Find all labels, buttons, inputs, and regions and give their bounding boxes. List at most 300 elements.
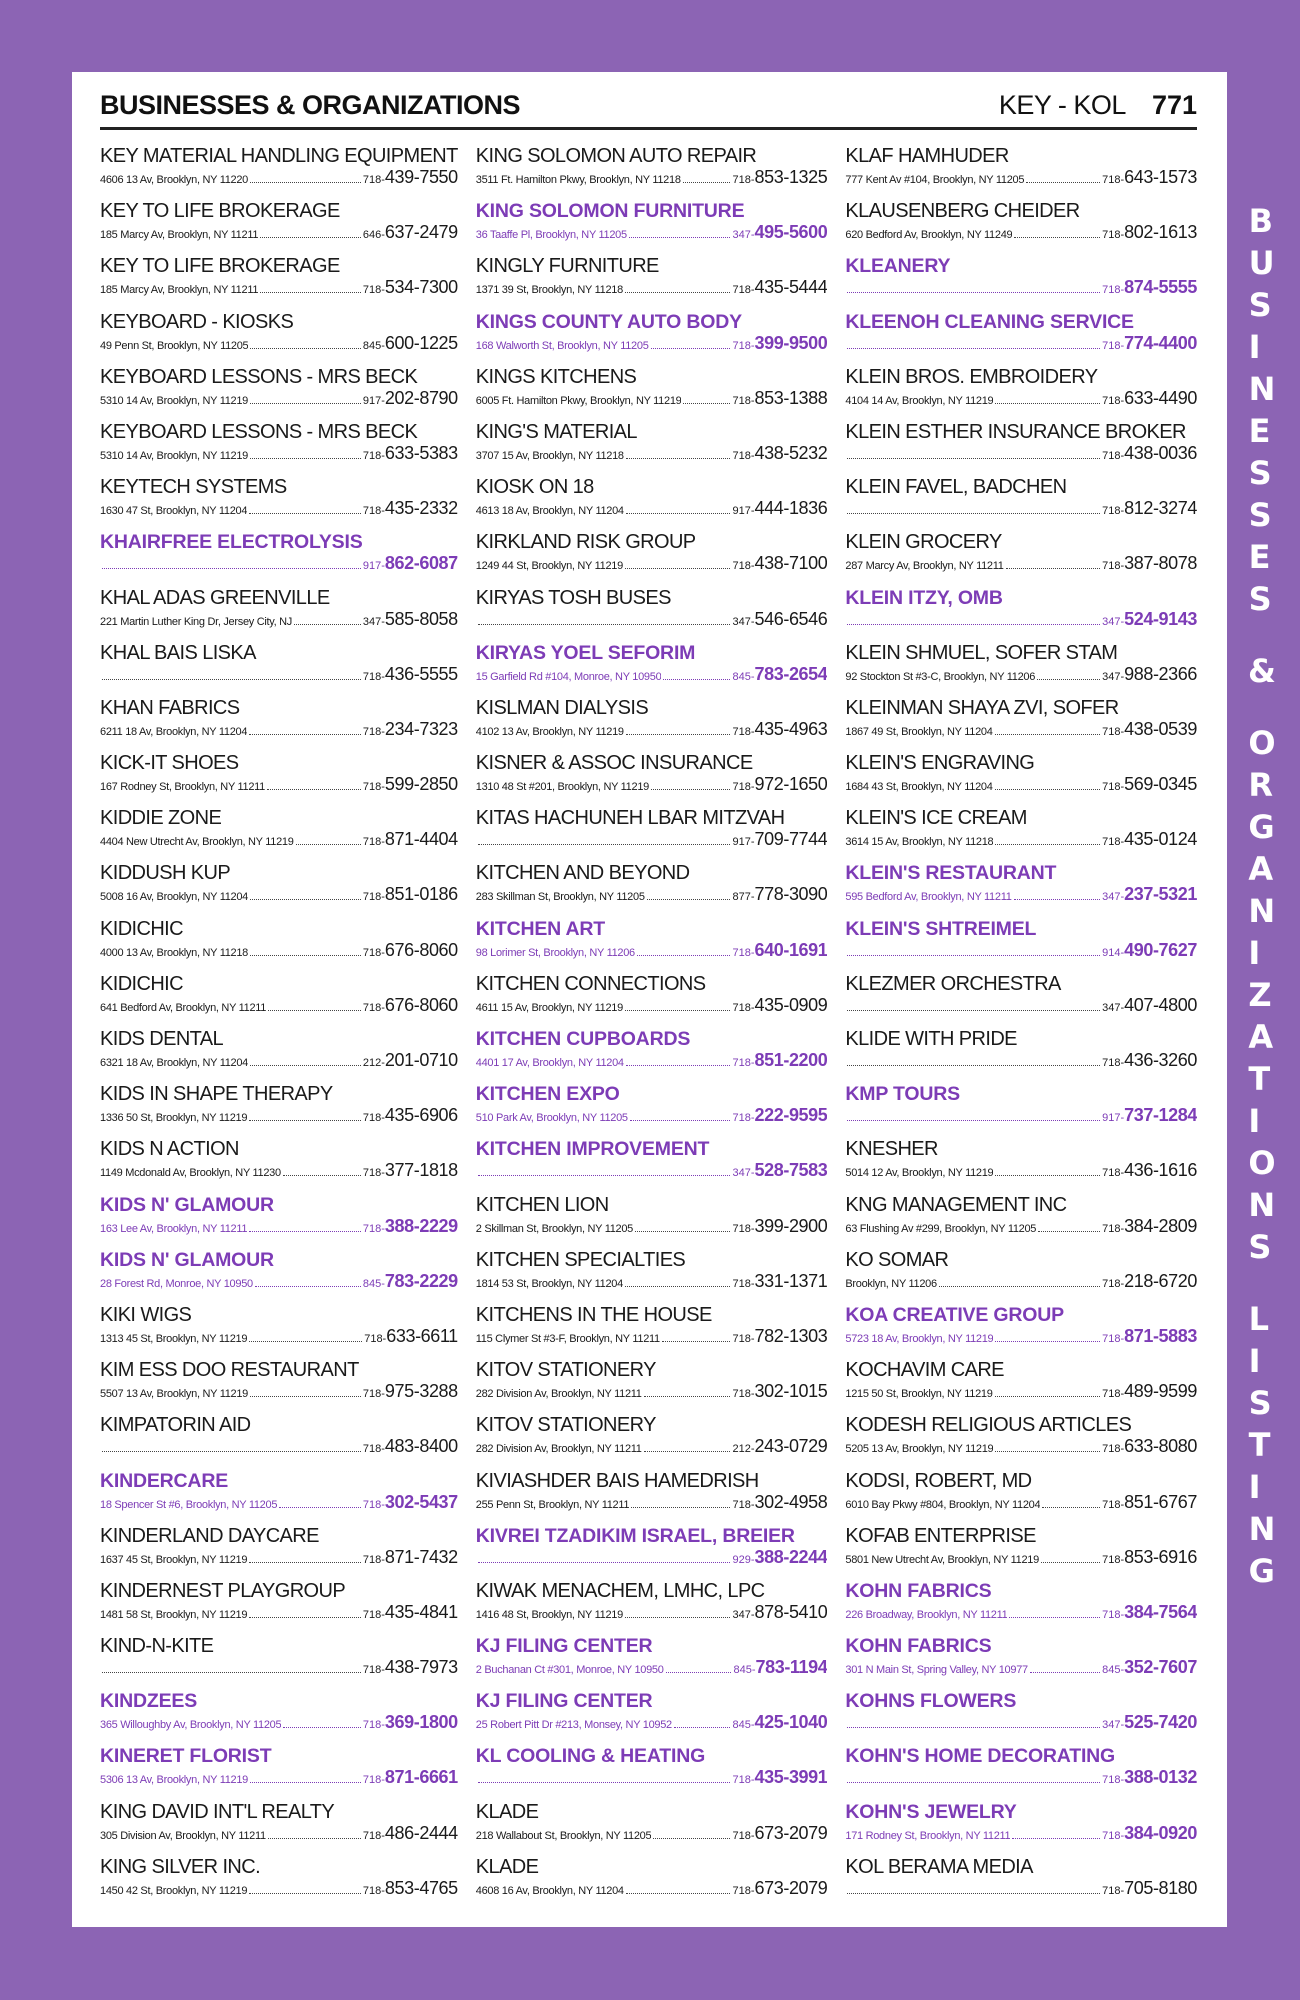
business-address: 4104 14 Av, Brooklyn, NY 11219 bbox=[845, 394, 994, 407]
area-code: 718- bbox=[362, 1112, 385, 1125]
listing-detail bbox=[845, 1658, 1197, 1679]
listing-detail bbox=[476, 610, 828, 631]
phone-digits: 871-5883 bbox=[1124, 1325, 1197, 1346]
side-tab-letter: L bbox=[1248, 1300, 1269, 1338]
business-address: 5014 12 Av, Brooklyn, NY 11219 bbox=[845, 1167, 994, 1180]
listing-detail bbox=[100, 1382, 458, 1403]
phone-number bbox=[732, 1106, 827, 1127]
listing-entry bbox=[100, 310, 458, 365]
business-address: 4608 16 Av, Brooklyn, NY 11204 bbox=[475, 1884, 624, 1897]
area-code: 845- bbox=[362, 1277, 385, 1290]
dot-leader bbox=[1012, 1838, 1100, 1839]
business-name: KOL BERAMA MEDIA bbox=[845, 1855, 1033, 1878]
dot-leader bbox=[683, 182, 731, 183]
phone-number bbox=[1102, 1272, 1197, 1293]
phone-digits: 243-0729 bbox=[754, 1436, 828, 1457]
business-name: KLEANERY bbox=[845, 255, 951, 278]
business-name: KIM ESS DOO RESTAURANT bbox=[100, 1359, 359, 1382]
area-code: 718- bbox=[1102, 1388, 1125, 1401]
listing-entry bbox=[845, 696, 1197, 751]
area-code: 718- bbox=[732, 1001, 755, 1014]
phone-digits: 633-8080 bbox=[1124, 1436, 1197, 1457]
listing-entry bbox=[845, 1689, 1197, 1744]
side-tab-letter: Z bbox=[1248, 976, 1272, 1014]
area-code: 917- bbox=[362, 394, 385, 407]
phone-number bbox=[1102, 1768, 1197, 1789]
listing-entry bbox=[476, 861, 828, 916]
business-name: KITOV STATIONERY bbox=[475, 1359, 656, 1382]
business-address: 620 Bedford Av, Brooklyn, NY 11249 bbox=[845, 229, 1013, 242]
area-code: 718- bbox=[1102, 1829, 1125, 1842]
business-name: KIRYAS YOEL SEFORIM bbox=[475, 641, 696, 664]
business-address: 4611 15 Av, Brooklyn, NY 11219 bbox=[475, 1001, 623, 1014]
phone-digits: 871-6661 bbox=[384, 1767, 458, 1788]
listing-entry bbox=[845, 1137, 1197, 1192]
area-code: 347- bbox=[1102, 1719, 1125, 1732]
listing-entry bbox=[100, 861, 458, 916]
listing-detail bbox=[100, 885, 458, 906]
listing-detail bbox=[100, 775, 458, 796]
business-address: 28 Forest Rd, Monroe, NY 10950 bbox=[100, 1277, 253, 1290]
side-tab-letter: S bbox=[1248, 1228, 1272, 1266]
dot-leader bbox=[847, 955, 1100, 956]
business-address: 18 Spencer St #6, Brooklyn, NY 11205 bbox=[100, 1498, 278, 1511]
phone-number bbox=[732, 1493, 827, 1514]
business-name: KITCHEN CONNECTIONS bbox=[475, 972, 706, 995]
phone-digits: 302-5437 bbox=[384, 1491, 458, 1512]
phone-number bbox=[363, 1437, 458, 1458]
phone-digits: 377-1818 bbox=[384, 1160, 458, 1181]
business-name: KOA CREATIVE GROUP bbox=[845, 1303, 1064, 1326]
side-tab-letter: B bbox=[1248, 202, 1273, 240]
business-address: 168 Walworth St, Brooklyn, NY 11205 bbox=[475, 339, 649, 352]
business-name: KEYBOARD LESSONS - MRS BECK bbox=[100, 420, 418, 443]
listing-detail bbox=[476, 1161, 828, 1182]
dot-leader bbox=[249, 1120, 361, 1121]
dot-leader bbox=[255, 1286, 361, 1287]
area-code: 347- bbox=[732, 1608, 755, 1621]
listing-entry bbox=[100, 1524, 458, 1579]
phone-digits: 490-7627 bbox=[1124, 939, 1197, 960]
dot-leader bbox=[102, 568, 361, 569]
dot-leader bbox=[995, 1396, 1101, 1397]
area-code: 917- bbox=[1102, 1112, 1125, 1125]
phone-digits: 438-0539 bbox=[1124, 718, 1197, 739]
phone-digits: 436-1616 bbox=[1124, 1160, 1197, 1181]
business-name: KLIDE WITH PRIDE bbox=[845, 1028, 1017, 1050]
business-address: 25 Robert Pitt Dr #213, Monsey, NY 10952 bbox=[475, 1719, 672, 1732]
phone-number bbox=[363, 499, 458, 520]
listing-detail bbox=[100, 996, 458, 1017]
listing-detail bbox=[845, 1713, 1197, 1734]
dot-leader bbox=[250, 458, 361, 459]
phone-number bbox=[1102, 334, 1197, 355]
dot-leader bbox=[250, 955, 361, 956]
area-code: 718- bbox=[1102, 1222, 1125, 1235]
business-address: 5801 New Utrecht Av, Brooklyn, NY 11219 bbox=[845, 1553, 1039, 1566]
listing-detail bbox=[100, 610, 458, 631]
dot-leader bbox=[626, 734, 731, 735]
phone-number bbox=[1102, 610, 1197, 631]
business-address: 1684 43 St, Brooklyn, NY 11204 bbox=[845, 781, 993, 794]
listing-detail bbox=[100, 1768, 458, 1789]
listing-detail bbox=[845, 775, 1197, 796]
phone-number bbox=[732, 830, 827, 851]
business-address: 167 Rodney St, Brooklyn, NY 11211 bbox=[100, 781, 265, 794]
business-name: KOHN FABRICS bbox=[845, 1635, 992, 1658]
listing-entry bbox=[476, 1524, 828, 1579]
listing-entry bbox=[100, 530, 458, 585]
dot-leader bbox=[250, 403, 361, 404]
phone-digits: 222-9595 bbox=[754, 1105, 828, 1126]
area-code: 718- bbox=[732, 1222, 755, 1235]
section-title: BUSINESSES & ORGANIZATIONS bbox=[100, 90, 521, 120]
listing-entry bbox=[476, 917, 828, 972]
side-tab-letter: O bbox=[1248, 724, 1276, 762]
business-address: 5008 16 Av, Brooklyn, NY 11204 bbox=[100, 891, 248, 904]
business-name: KICK-IT SHOES bbox=[100, 752, 239, 775]
listing-entry bbox=[100, 1248, 458, 1303]
listing-entry bbox=[476, 641, 828, 696]
phone-digits: 331-1371 bbox=[754, 1270, 828, 1291]
business-address: 777 Kent Av #104, Brooklyn, NY 11205 bbox=[845, 174, 1025, 186]
dot-leader bbox=[249, 1562, 361, 1563]
side-tab-letter: N bbox=[1248, 892, 1276, 930]
listing-entry bbox=[845, 254, 1197, 309]
listing-entry bbox=[845, 1248, 1197, 1303]
listing-detail bbox=[100, 334, 458, 355]
dot-leader bbox=[625, 1010, 731, 1011]
listing-entry bbox=[100, 806, 458, 861]
listing-entry bbox=[845, 1082, 1197, 1137]
listing-detail bbox=[845, 1051, 1197, 1072]
phone-number bbox=[732, 499, 827, 520]
business-name: KIWAK MENACHEM, LMHC, LPC bbox=[475, 1579, 765, 1602]
listing-detail bbox=[845, 168, 1197, 189]
area-code: 917- bbox=[732, 505, 755, 518]
phone-number bbox=[363, 885, 458, 906]
listing-detail bbox=[100, 223, 458, 244]
business-address: 305 Division Av, Brooklyn, NY 11211 bbox=[100, 1829, 266, 1842]
business-address: 218 Wallabout St, Brooklyn, NY 11205 bbox=[475, 1829, 652, 1842]
listing-entry bbox=[100, 199, 458, 254]
listing-entry bbox=[100, 1027, 458, 1082]
phone-digits: 851-6767 bbox=[1124, 1491, 1197, 1512]
business-address: 1814 53 St, Brooklyn, NY 11204 bbox=[475, 1277, 623, 1290]
listing-entry bbox=[845, 199, 1197, 254]
listing-entry bbox=[476, 254, 828, 309]
listing-entry bbox=[100, 254, 458, 309]
phone-number bbox=[1102, 775, 1197, 796]
dot-leader bbox=[249, 1231, 361, 1232]
dot-leader bbox=[683, 403, 730, 404]
listing-detail bbox=[476, 1768, 828, 1789]
phone-digits: 673-2079 bbox=[754, 1822, 828, 1843]
listing-entry bbox=[100, 1855, 458, 1910]
listing-entry bbox=[845, 861, 1197, 916]
listing-detail bbox=[476, 334, 828, 355]
listing-detail bbox=[476, 1713, 828, 1734]
phone-number bbox=[732, 996, 827, 1017]
dot-leader bbox=[651, 348, 731, 349]
dot-leader bbox=[847, 1782, 1100, 1783]
phone-number bbox=[1102, 278, 1197, 299]
business-address: 185 Marcy Av, Brooklyn, NY 11211 bbox=[100, 284, 259, 297]
dot-leader bbox=[626, 1893, 731, 1894]
area-code: 718- bbox=[362, 1001, 385, 1014]
business-address: 4404 New Utrecht Av, Brooklyn, NY 11219 bbox=[100, 836, 294, 849]
listing-detail bbox=[476, 1437, 828, 1458]
listing-detail bbox=[476, 223, 828, 244]
business-name: KITCHEN LION bbox=[475, 1193, 609, 1216]
business-name: KOHNS FLOWERS bbox=[845, 1690, 1017, 1713]
business-name: KHAL ADAS GREENVILLE bbox=[100, 586, 330, 609]
business-name: KLEIN'S ICE CREAM bbox=[845, 807, 1027, 830]
business-address: 3707 15 Av, Brooklyn, NY 11218 bbox=[475, 449, 624, 462]
area-code: 347- bbox=[1102, 891, 1125, 904]
dot-leader bbox=[847, 1727, 1100, 1728]
phone-digits: 387-8078 bbox=[1124, 553, 1197, 574]
dot-leader bbox=[294, 624, 361, 625]
side-tab-word bbox=[1248, 722, 1275, 1268]
area-code: 718- bbox=[362, 1167, 385, 1180]
dot-leader bbox=[249, 1893, 361, 1894]
business-name: KEY TO LIFE BROKERAGE bbox=[100, 255, 340, 278]
dot-leader bbox=[102, 1451, 361, 1452]
listing-detail bbox=[100, 830, 458, 851]
phone-number bbox=[363, 1106, 458, 1127]
business-name: KLADE bbox=[475, 1855, 539, 1878]
phone-number bbox=[1102, 1713, 1197, 1734]
dot-leader bbox=[995, 1175, 1100, 1176]
phone-number bbox=[363, 1879, 458, 1900]
listing-detail bbox=[845, 1217, 1197, 1238]
phone-digits: 483-8400 bbox=[384, 1436, 458, 1457]
listing-detail bbox=[845, 1768, 1197, 1789]
area-code: 718- bbox=[1102, 1884, 1125, 1897]
phone-digits: 436-5555 bbox=[384, 663, 458, 684]
phone-number bbox=[363, 720, 458, 741]
business-address: 5723 18 Av, Brooklyn, NY 11219 bbox=[845, 1332, 994, 1345]
listing-detail bbox=[100, 1437, 458, 1458]
phone-number bbox=[1102, 554, 1197, 575]
dot-leader bbox=[847, 1120, 1100, 1121]
side-tab-letter: G bbox=[1248, 808, 1275, 846]
business-address: 365 Willoughby Av, Brooklyn, NY 11205 bbox=[100, 1719, 282, 1732]
side-tab-letter: A bbox=[1248, 1018, 1274, 1056]
listing-entry bbox=[476, 199, 828, 254]
business-address: 163 Lee Av, Brooklyn, NY 11211 bbox=[100, 1222, 248, 1235]
business-name: KINERET FLORIST bbox=[100, 1745, 272, 1768]
business-address: 4606 13 Av, Brooklyn, NY 11220 bbox=[100, 174, 248, 186]
area-code: 845- bbox=[1102, 1664, 1125, 1677]
phone-number bbox=[1102, 1327, 1197, 1348]
listing-detail bbox=[845, 885, 1197, 906]
listing-detail bbox=[845, 278, 1197, 299]
dot-leader bbox=[249, 734, 361, 735]
business-address: 595 Bedford Av, Brooklyn, NY 11211 bbox=[845, 891, 1012, 904]
phone-digits: 599-2850 bbox=[384, 774, 458, 795]
listing-entry bbox=[845, 1469, 1197, 1524]
listing-detail bbox=[100, 389, 458, 410]
phone-digits: 676-8060 bbox=[384, 939, 458, 960]
area-code: 718- bbox=[362, 1664, 385, 1677]
phone-number bbox=[363, 1768, 458, 1789]
business-name: KLAUSENBERG CHEIDER bbox=[845, 200, 1080, 223]
dot-leader bbox=[1042, 1507, 1100, 1508]
listing-detail bbox=[476, 1217, 828, 1238]
listing-detail bbox=[845, 1106, 1197, 1127]
listing-entry bbox=[100, 1137, 458, 1192]
listing-detail bbox=[100, 1548, 458, 1569]
phone-number bbox=[1102, 1051, 1197, 1072]
listing-detail bbox=[845, 389, 1197, 410]
side-tab-letter: S bbox=[1248, 496, 1272, 534]
business-address: 4102 13 Av, Brooklyn, NY 11219 bbox=[475, 725, 624, 738]
phone-digits: 853-4765 bbox=[384, 1877, 458, 1898]
phone-digits: 444-1836 bbox=[754, 498, 828, 519]
dot-leader bbox=[847, 513, 1100, 514]
dot-leader bbox=[1041, 1562, 1100, 1563]
listing-detail bbox=[845, 996, 1197, 1017]
area-code: 347- bbox=[1102, 1001, 1125, 1014]
phone-digits: 352-7607 bbox=[1124, 1657, 1197, 1678]
business-address: 115 Clymer St #3-F, Brooklyn, NY 11211 bbox=[475, 1332, 660, 1345]
phone-digits: 388-2244 bbox=[754, 1546, 828, 1567]
dot-leader bbox=[995, 1341, 1100, 1342]
business-name: KIDS N' GLAMOUR bbox=[100, 1193, 274, 1216]
phone-digits: 384-7564 bbox=[1124, 1601, 1197, 1622]
business-address: 1149 Mcdonald Av, Brooklyn, NY 11230 bbox=[100, 1167, 281, 1180]
business-name: KLEZMER ORCHESTRA bbox=[845, 972, 1061, 995]
area-code: 718- bbox=[1102, 836, 1125, 849]
area-code: 347- bbox=[1102, 615, 1125, 628]
phone-digits: 633-5383 bbox=[384, 442, 458, 463]
business-name: KINDERCARE bbox=[100, 1469, 229, 1492]
dot-leader bbox=[1030, 1672, 1100, 1673]
phone-digits: 524-9143 bbox=[1124, 608, 1197, 629]
business-address: 221 Martin Luther King Dr, Jersey City, NJ bbox=[100, 615, 292, 628]
business-address: 5507 13 Av, Brooklyn, NY 11219 bbox=[100, 1388, 248, 1401]
phone-digits: 384-2809 bbox=[1124, 1215, 1197, 1236]
business-name: KIND-N-KITE bbox=[100, 1635, 214, 1658]
phone-number bbox=[732, 1768, 827, 1789]
phone-number bbox=[1102, 1548, 1197, 1569]
area-code: 718- bbox=[362, 449, 385, 462]
business-name: KING SOLOMON AUTO REPAIR bbox=[475, 145, 757, 167]
side-tab-word bbox=[1249, 200, 1276, 620]
business-address: 4401 17 Av, Brooklyn, NY 11204 bbox=[475, 1057, 624, 1069]
business-address: 3614 15 Av, Brooklyn, NY 11218 bbox=[845, 836, 994, 849]
area-code: 718- bbox=[732, 1774, 755, 1787]
business-name: KLEIN ITZY, OMB bbox=[845, 586, 1003, 609]
listing-detail bbox=[100, 1327, 458, 1348]
phone-number bbox=[363, 665, 458, 686]
listing-detail bbox=[100, 168, 458, 189]
phone-digits: 585-8058 bbox=[384, 608, 458, 629]
phone-number bbox=[732, 168, 827, 189]
listing-detail bbox=[100, 1713, 458, 1734]
area-code: 718- bbox=[732, 946, 755, 959]
phone-number bbox=[1102, 665, 1197, 686]
listing-detail bbox=[476, 775, 828, 796]
listing-detail bbox=[100, 1493, 458, 1514]
business-name: KJ FILING CENTER bbox=[475, 1690, 653, 1713]
area-code: 718- bbox=[732, 1388, 755, 1401]
business-name: KIOSK ON 18 bbox=[475, 476, 594, 499]
business-name: KEYBOARD LESSONS - MRS BECK bbox=[100, 365, 418, 388]
business-address: 5205 13 Av, Brooklyn, NY 11219 bbox=[845, 1443, 994, 1456]
business-name: KIDICHIC bbox=[100, 972, 183, 995]
phone-number bbox=[363, 444, 458, 465]
dot-leader bbox=[653, 1838, 730, 1839]
side-tab-letter: G bbox=[1248, 1552, 1275, 1590]
business-name: KLEIN SHMUEL, SOFER STAM bbox=[845, 641, 1118, 664]
listing-entry bbox=[845, 586, 1197, 641]
listing-entry bbox=[845, 1744, 1197, 1799]
business-address: 3511 Ft. Hamilton Pkwy, Brooklyn, NY 11218 bbox=[475, 174, 681, 186]
phone-digits: 435-4963 bbox=[754, 718, 828, 739]
dot-leader bbox=[847, 1893, 1100, 1894]
dot-leader bbox=[644, 1451, 731, 1452]
business-address: 282 Division Av, Brooklyn, NY 11211 bbox=[475, 1443, 642, 1456]
dot-leader bbox=[250, 182, 361, 183]
area-code: 718- bbox=[1102, 284, 1125, 297]
business-address: 282 Division Av, Brooklyn, NY 11211 bbox=[475, 1388, 642, 1401]
phone-digits: 782-1303 bbox=[754, 1325, 828, 1346]
listing-detail bbox=[100, 499, 458, 520]
listing-detail bbox=[476, 1051, 828, 1072]
area-code: 718- bbox=[362, 946, 385, 959]
phone-number bbox=[732, 775, 827, 796]
phone-number bbox=[1102, 1217, 1197, 1238]
listing-entry bbox=[845, 1413, 1197, 1468]
listing-detail bbox=[100, 278, 458, 299]
dot-leader bbox=[626, 458, 731, 459]
dot-leader bbox=[635, 1231, 730, 1232]
phone-digits: 774-4400 bbox=[1124, 332, 1197, 353]
phone-digits: 871-4404 bbox=[384, 829, 458, 850]
phone-digits: 435-0124 bbox=[1124, 829, 1197, 850]
area-code: 718- bbox=[732, 1277, 755, 1290]
business-name: KOHN'S HOME DECORATING bbox=[845, 1745, 1116, 1768]
business-address: 5310 14 Av, Brooklyn, NY 11219 bbox=[100, 394, 248, 407]
area-code: 347- bbox=[732, 615, 755, 628]
listing-entry bbox=[476, 1137, 828, 1192]
listing-detail bbox=[845, 665, 1197, 686]
phone-number bbox=[363, 1603, 458, 1624]
listing-entry bbox=[100, 1800, 458, 1855]
listing-detail bbox=[476, 389, 828, 410]
dot-leader bbox=[995, 734, 1101, 735]
area-code: 845- bbox=[732, 1719, 755, 1732]
area-code: 212- bbox=[362, 1057, 385, 1069]
dot-leader bbox=[1014, 237, 1100, 238]
listing-entry bbox=[845, 1027, 1197, 1082]
phone-digits: 673-2079 bbox=[754, 1877, 828, 1898]
listing-detail bbox=[100, 941, 458, 962]
business-name: KINGS KITCHENS bbox=[475, 365, 637, 388]
dot-leader bbox=[625, 1617, 731, 1618]
area-code: 718- bbox=[732, 725, 755, 738]
business-name: KITAS HACHUNEH LBAR MITZVAH bbox=[475, 807, 785, 830]
phone-digits: 705-8180 bbox=[1124, 1877, 1197, 1898]
phone-digits: 783-2229 bbox=[384, 1270, 458, 1291]
listing-entry bbox=[845, 365, 1197, 420]
phone-number bbox=[363, 830, 458, 851]
dot-leader bbox=[478, 844, 731, 845]
phone-digits: 435-4841 bbox=[384, 1601, 458, 1622]
